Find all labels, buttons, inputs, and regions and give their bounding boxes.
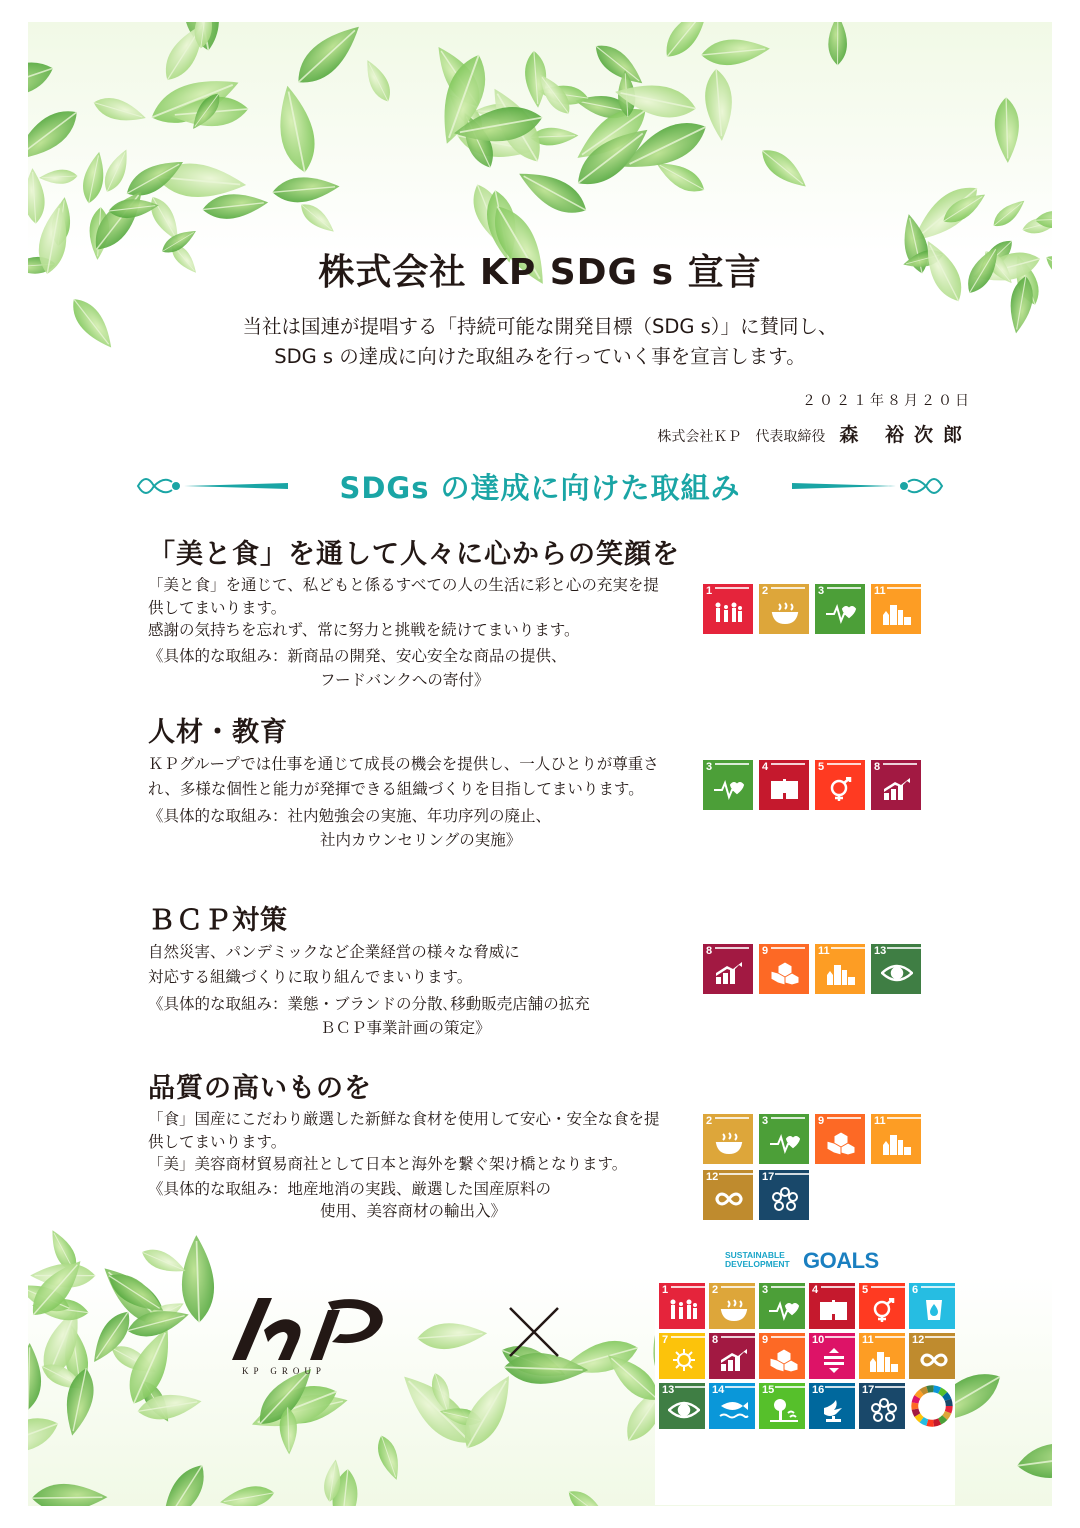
sdg-goal-number: 11 — [818, 945, 830, 957]
sdg-goal-17-tile — [859, 1383, 905, 1429]
sdg-goal-17-tile — [759, 1170, 809, 1220]
sdg-goal-9-tile — [815, 1114, 865, 1164]
sdg-goal-title-lines — [875, 1386, 905, 1388]
sdg-goal-title-lines — [827, 763, 861, 765]
sdg-goal-12-tile — [703, 1170, 753, 1220]
cubes-icon — [768, 1348, 800, 1374]
sdg-goal-title-lines — [771, 763, 805, 765]
sdg-goals-section-4 — [703, 1114, 921, 1220]
sdg-goal-3-tile — [703, 760, 753, 810]
sdg-goal-5-tile — [815, 760, 865, 810]
body-paragraph: 「美と食」を通じて、私どもと係るすべての人の生活に彩と心の充実を提供してまいります。 — [148, 576, 659, 617]
cubes-icon — [769, 961, 801, 987]
sdg-goal-number: 15 — [762, 1384, 775, 1396]
sdg-goal-title-lines — [721, 1336, 755, 1338]
declaration-date: ２０２１年８月２０日 — [802, 393, 972, 409]
body-paragraph: 対応する組織づくりに取り組んでまいります。 — [148, 968, 473, 986]
sdg-goal-title-lines — [871, 1286, 905, 1288]
growth-chart-icon — [713, 961, 745, 987]
sdg-goal-title-lines — [921, 1286, 955, 1288]
sdg-goal-11-tile — [859, 1333, 905, 1379]
sdg-goal-number: 13 — [874, 945, 887, 957]
bowl-icon — [718, 1298, 750, 1324]
heartbeat-icon — [768, 1298, 800, 1324]
section-body — [148, 752, 668, 802]
section-body — [148, 574, 668, 642]
concrete-actions — [148, 804, 1048, 852]
sdg-goal-title-lines — [883, 763, 917, 765]
city-icon — [825, 961, 857, 987]
sdg-goal-number: 9 — [762, 1334, 769, 1346]
kp-group-label: KP GROUP — [242, 1366, 326, 1376]
sun-icon — [668, 1348, 700, 1374]
people-icon — [668, 1298, 700, 1324]
sdg-goal-8-tile — [871, 760, 921, 810]
sdg-goal-title-lines — [771, 1117, 805, 1119]
intro-line-1: 当社は国連が提唱する「持続可能な開発目標（SDG s）」に賛同し、 — [242, 315, 838, 338]
declaration-page — [28, 22, 1052, 1506]
sdg-goal-number: 17 — [762, 1171, 775, 1183]
sdgs-logo-line-1: SUSTAINABLE — [725, 1250, 785, 1260]
sdg-goal-title-lines — [887, 587, 921, 589]
sdg-goal-3-tile — [759, 1283, 805, 1329]
sdg-goals-section-2 — [703, 760, 921, 810]
water-drop-icon — [918, 1298, 950, 1324]
sdg-goal-number: 3 — [706, 761, 713, 773]
city-icon — [881, 601, 913, 627]
sdg-goal-title-lines — [825, 1386, 855, 1388]
sdg-goal-3-tile — [759, 1114, 809, 1164]
sdg-goals-section-1 — [703, 584, 921, 634]
sdg-goal-14-tile — [709, 1383, 755, 1429]
sdg-goal-title-lines — [721, 1286, 755, 1288]
sdg-goal-number: 12 — [912, 1334, 925, 1346]
cubes-icon — [825, 1131, 857, 1157]
city-icon — [881, 1131, 913, 1157]
sdg-goal-number: 8 — [712, 1334, 719, 1346]
sdg-goal-15-tile — [759, 1383, 805, 1429]
eye-globe-icon — [881, 961, 913, 987]
body-paragraph: 「食」国産にこだわり厳選した新鮮な食材を使用して安心・安全な食を提供してまいります。 — [148, 1110, 660, 1151]
sdg-goal-title-lines — [775, 1386, 805, 1388]
signer-name: 森 裕次郎 — [839, 424, 972, 446]
sdg-goal-number: 9 — [762, 945, 769, 957]
sdg-goal-3-tile — [815, 584, 865, 634]
sdg-goal-number: 2 — [706, 1115, 713, 1127]
sdg-goal-number: 8 — [706, 945, 713, 957]
sdg-goal-title-lines — [875, 1336, 905, 1338]
concrete-line-2: 社内カウンセリングの実施》 — [320, 831, 522, 849]
sdg-goal-number: 12 — [706, 1171, 719, 1183]
sdg-goal-title-lines — [821, 1286, 855, 1288]
sdg-goal-number: 1 — [662, 1284, 669, 1296]
bowl-icon — [713, 1131, 745, 1157]
sdg-goal-10-tile — [809, 1333, 855, 1379]
sdg-goal-number: 11 — [862, 1334, 874, 1346]
concrete-line-2: フードバンクへの寄付》 — [320, 670, 490, 689]
sdg-goal-number: 3 — [762, 1115, 769, 1127]
sdg-goal-title-lines — [771, 1286, 805, 1288]
kp-group-logo-icon — [228, 1294, 388, 1364]
section-title: 人材・教育 — [148, 717, 288, 748]
sdg-goal-number: 8 — [874, 761, 881, 773]
sdg-goal-title-lines — [771, 587, 805, 589]
sdg-goal-number: 17 — [862, 1384, 875, 1396]
equality-icon — [818, 1348, 850, 1374]
sdg-goal-1-tile — [659, 1283, 705, 1329]
sdg-goal-number: 10 — [812, 1334, 825, 1346]
sdg-goals-section-3 — [703, 944, 921, 994]
sdg-goal-title-lines — [831, 947, 865, 949]
infinity-icon — [918, 1348, 950, 1374]
sdg-goal-number: 14 — [712, 1384, 725, 1396]
heartbeat-icon — [769, 1131, 801, 1157]
book-icon — [769, 777, 801, 803]
section-banner-title: SDGs の達成に向けた取組み — [339, 471, 741, 505]
body-paragraph: 感謝の気持ちを忘れず、常に努力と挑戦を続けてまいります。 — [148, 621, 580, 639]
heartbeat-icon — [713, 777, 745, 803]
intro-line-2: SDG s の達成に向けた取組みを行っていく事を宣言します。 — [274, 345, 806, 368]
city-icon — [868, 1348, 900, 1374]
sdg-goal-2-tile — [759, 584, 809, 634]
sdg-goal-number: 5 — [862, 1284, 869, 1296]
sdg-goal-number: 2 — [762, 585, 769, 597]
sdg-goal-12-tile — [909, 1333, 955, 1379]
tree-icon — [768, 1398, 800, 1424]
section-title: 品質の高いものを — [148, 1073, 372, 1104]
section-title: ＢＣＰ対策 — [148, 905, 288, 936]
sdg-goal-2-tile — [703, 1114, 753, 1164]
concrete-line-1: 《具体的な取組み：新商品の開発、安心安全な商品の提供、 — [148, 646, 567, 665]
sdg-goal-title-lines — [827, 587, 861, 589]
sdg-goal-13-tile — [659, 1383, 705, 1429]
sdgs-logo-goals: GOALS — [803, 1248, 879, 1273]
concrete-line-2: 使用、美容商材の輸出入》 — [320, 1201, 507, 1220]
sdg-goal-title-lines — [671, 1286, 705, 1288]
body-paragraph: 「美」美容商材貿易商社として日本と海外を繋ぐ架け橋となります。 — [148, 1155, 628, 1173]
sdg-goal-number: 9 — [818, 1115, 825, 1127]
sdg-goal-9-tile — [759, 1333, 805, 1379]
sdg-goal-number: 4 — [762, 761, 769, 773]
book-icon — [818, 1298, 850, 1324]
flower-icon — [769, 1187, 801, 1213]
heartbeat-icon — [825, 601, 857, 627]
signature-line — [657, 420, 972, 447]
dove-icon — [818, 1398, 850, 1424]
sdg-goal-title-lines — [825, 1336, 855, 1338]
sdg-goal-title-lines — [771, 947, 805, 949]
concrete-line-1: 《具体的な取組み：業態・ブランドの分散､移動販売店舗の拡充 — [148, 995, 590, 1013]
sdg-goal-title-lines — [715, 763, 749, 765]
sdg-goal-title-lines — [925, 1336, 955, 1338]
sdg-goal-4-tile — [759, 760, 809, 810]
sdg-goal-title-lines — [827, 1117, 861, 1119]
sdg-goal-11-tile — [871, 1114, 921, 1164]
sdg-goal-8-tile — [709, 1333, 755, 1379]
sdg-goal-title-lines — [887, 1117, 921, 1119]
sdg-goal-16-tile — [809, 1383, 855, 1429]
sdg-goal-7-tile — [659, 1333, 705, 1379]
people-icon — [713, 601, 745, 627]
company-name: 株式会社ＫＰ — [657, 429, 742, 445]
sdg-goal-number: 16 — [812, 1384, 825, 1396]
growth-chart-icon — [881, 777, 913, 803]
body-paragraph: ＫＰグループでは仕事を通じて成長の機会を提供し、一人ひとりが尊重され、多様な個性と能力が発揮できる組織づくりを目指してまいります。 — [148, 755, 659, 798]
sdg-goal-8-tile — [703, 944, 753, 994]
sdg-goal-1-tile — [703, 584, 753, 634]
body-paragraph: 自然災害、パンデミックなど企業経営の様々な脅威に — [148, 943, 520, 961]
gender-icon — [868, 1298, 900, 1324]
sdg-goal-11-tile — [871, 584, 921, 634]
sdg-goal-number: 3 — [762, 1284, 769, 1296]
cross-icon — [506, 1304, 562, 1360]
sdg-goal-9-tile — [759, 944, 809, 994]
sdg-goal-title-lines — [775, 1173, 809, 1175]
concrete-line-2: ＢＣＰ事業計画の策定》 — [320, 1019, 491, 1037]
sdg-goal-title-lines — [715, 587, 749, 589]
sdg-goal-11-tile — [815, 944, 865, 994]
sdg-goal-title-lines — [771, 1336, 805, 1338]
intro-text — [28, 312, 1052, 372]
sdgs-all-goals-grid — [659, 1283, 955, 1429]
section-body — [148, 1108, 668, 1176]
fish-icon — [718, 1398, 750, 1424]
sdg-goal-title-lines — [675, 1386, 705, 1388]
sdgs-logo — [725, 1248, 879, 1273]
concrete-line-1: 《具体的な取組み：社内勉強会の実施、年功序列の廃止、 — [148, 807, 552, 825]
sdgs-logo-line-2: DEVELOPMENT — [725, 1259, 790, 1269]
sdg-goal-number: 3 — [818, 585, 825, 597]
sdg-goal-4-tile — [809, 1283, 855, 1329]
sdg-goal-number: 4 — [812, 1284, 819, 1296]
sdg-goal-number: 11 — [874, 585, 886, 597]
sdg-goal-2-tile — [709, 1283, 755, 1329]
sdg-goal-title-lines — [671, 1336, 705, 1338]
sdg-goal-number: 13 — [662, 1384, 675, 1396]
sdg-goal-title-lines — [725, 1386, 755, 1388]
sdg-goal-title-lines — [719, 1173, 753, 1175]
section-body — [148, 940, 668, 990]
concrete-actions — [148, 644, 1048, 692]
concrete-actions — [148, 992, 1048, 1040]
sdg-goal-title-lines — [715, 1117, 749, 1119]
sdg-goal-6-tile — [909, 1283, 955, 1329]
sdg-goal-number: 7 — [662, 1334, 669, 1346]
concrete-line-1: 《具体的な取組み：地産地消の実践、厳選した国産原料の — [148, 1179, 552, 1198]
eye-globe-icon — [668, 1398, 700, 1424]
gender-icon — [825, 777, 857, 803]
signer-position: 代表取締役 — [755, 429, 826, 445]
sdg-goal-number: 11 — [874, 1115, 886, 1127]
infinity-icon — [713, 1187, 745, 1213]
sdg-wheel-icon — [909, 1383, 955, 1429]
page-title: 株式会社 KP SDG s 宣言 — [318, 252, 762, 293]
flower-icon — [868, 1398, 900, 1424]
section-title: 「美と食」を通して人々に心からの笑顔を — [148, 539, 680, 570]
sdg-goal-number: 2 — [712, 1284, 719, 1296]
sdg-goal-13-tile — [871, 944, 921, 994]
bowl-icon — [769, 601, 801, 627]
sdg-goal-5-tile — [859, 1283, 905, 1329]
sdgs-goals-poster — [655, 1247, 955, 1505]
sdg-goal-number: 1 — [706, 585, 713, 597]
sdg-goal-number: 5 — [818, 761, 825, 773]
growth-chart-icon — [718, 1348, 750, 1374]
sdg-goal-title-lines — [715, 947, 749, 949]
sdg-goal-number: 6 — [912, 1284, 919, 1296]
sdg-goal-title-lines — [887, 947, 921, 949]
